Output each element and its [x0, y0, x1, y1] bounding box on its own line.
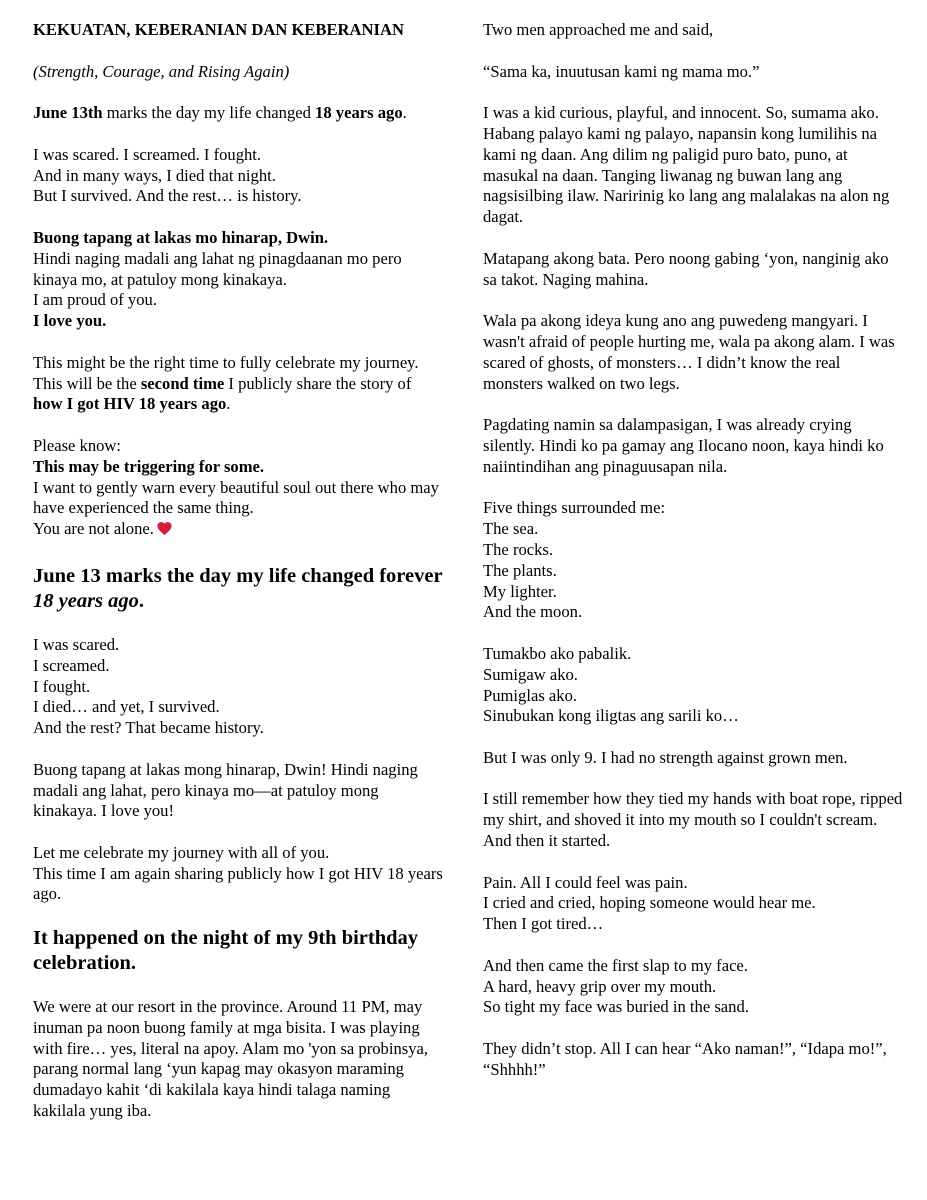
tapang-block [33, 228, 443, 332]
line: I fought. [33, 676, 91, 696]
idea-paragraph: Wala pa akong ideya kung ano ang puwedeng mangyari. I wasn't afraid of people hurting me, wala pa akong alam. I was scared of ghosts, of monsters… I didn’t know the real monsters walked on two legs. [483, 311, 895, 393]
sharing2-line: This time I am again sharing publicly how I got HIV 18 years ago. [33, 863, 443, 904]
slap-block [483, 956, 903, 1018]
five-line: Five things surrounded me: [483, 498, 666, 518]
approach-paragraph: Two men approached me and said, [483, 20, 714, 39]
intro-end: . [402, 103, 407, 123]
proud-line: I am proud of you. [33, 290, 157, 310]
share-text: . [226, 394, 231, 414]
resort-paragraph: We were at our resort in the province. Around 11 PM, may inuman pa noon buong family at mga bisita. I was playing with fire… yes, literal na apoy. Alam mo 'yon sa probinsya, parang normal lang ‘yun kapag may okasyon maraming dumadayo kahit ‘di kakilala kaya hindi talaga naming kakilala yung iba. [33, 997, 429, 1121]
share-bold: how I got HIV 18 years ago [33, 394, 227, 414]
intro-text: marks the day my life changed [102, 103, 316, 123]
share-bold: second time [140, 373, 225, 393]
section-heading-birthday: It happened on the night of my 9th birthday celebration. [33, 927, 419, 975]
left-column [33, 20, 443, 1143]
pain-block [483, 873, 903, 935]
scared-line: And in many ways, I died that night. [33, 165, 276, 185]
kid-text: I was a kid curious, playful, and innocent. So, sumama ako. [483, 103, 879, 123]
love-line: I love you. [33, 311, 107, 331]
share-text: I publicly share the story of [224, 373, 412, 393]
intro-date: June 13th [33, 103, 103, 123]
document-subtitle: (Strength, Courage, and Rising Again) [33, 61, 290, 81]
tapang-bold: Buong tapang at lakas mo hinarap, Dwin. [33, 227, 329, 247]
scared-block [33, 145, 443, 207]
scared-line: I was scared. I screamed. I fought. [33, 144, 262, 164]
kid-paragraph [483, 103, 903, 228]
tumakbo-block [483, 644, 903, 727]
know-line: Please know: [33, 435, 122, 455]
tumakbo-line: Sumigaw ako. [483, 664, 578, 684]
line: And the rest? That became history. [33, 718, 264, 738]
document-title: KEKUATAN, KEBERANIAN DAN KEBERANIAN [33, 20, 404, 39]
warning-block [33, 436, 443, 540]
remember-paragraph: I still remember how they tied my hands with boat rope, ripped my shirt, and shoved it into my mouth so I couldn't scream. And then it started. [483, 789, 903, 851]
only9-paragraph: But I was only 9. I had no strength against grown men. [483, 747, 848, 767]
tumakbo-line: Pumiglas ako. [483, 685, 578, 705]
pain-line: Pain. All I could feel was pain. [483, 872, 688, 892]
quote-paragraph: “Sama ka, inuutusan kami ng mama mo.” [483, 61, 760, 81]
tumakbo-line: Tumakbo ako pabalik. [483, 643, 632, 663]
pain-line: I cried and cried, hoping someone would hear me. [483, 893, 816, 913]
shore-paragraph: Pagdating namin sa dalampasigan, I was already crying silently. Hindi ko pa gamay ang Ilocano noon, kaya hindi ko naiintindihan ang pinaguusapan nila. [483, 415, 884, 476]
heart-icon [156, 520, 173, 537]
five-line: And the moon. [483, 602, 583, 622]
right-column [483, 20, 903, 1101]
brave-paragraph: Matapang akong bata. Pero noong gabing ‘yon, nanginig ako sa takot. Naging mahina. [483, 248, 889, 289]
walk-text: Habang palayo kami ng palayo, napansin kong lumilihis na kami ng daan. Ang dilim ng paligid puro bato, puno, at masukal na daan. Tanging liwanag ng buwan lang ang nagsisilbing ilaw. Naririnig ko lang ang malalakas na alon ng dagat. [483, 123, 890, 227]
intro-paragraph [33, 103, 443, 124]
section-heading-june13 [33, 564, 443, 614]
celebrate-block [33, 353, 443, 415]
stop-paragraph: They didn’t stop. All I can hear “Ako naman!”, “Idapa mo!”, “Shhhh!” [483, 1039, 887, 1079]
slap-line: A hard, heavy grip over my mouth. [483, 976, 717, 996]
share-text: This will be the [33, 373, 141, 393]
heading-end: . [138, 589, 145, 612]
five-things-block [483, 498, 903, 623]
celebrate2-block [33, 843, 443, 905]
tumakbo-line: Sinubukan kong iligtas ang sarili ko… [483, 706, 739, 726]
lines-block [33, 635, 443, 739]
five-line: The plants. [483, 560, 557, 580]
tapang-text: Hindi naging madali ang lahat ng pinagdaanan mo pero kinaya mo, at patuloy mong kinakaya. [33, 248, 402, 289]
five-line: My lighter. [483, 581, 557, 601]
scared-line: But I survived. And the rest… is history. [33, 186, 302, 206]
five-line: The sea. [483, 519, 539, 539]
slap-line: So tight my face was buried in the sand. [483, 997, 749, 1017]
warn-text: I want to gently warn every beautiful soul out there who may have experienced the same thing. [33, 477, 439, 518]
line: I died… and yet, I survived. [33, 697, 220, 717]
slap-line: And then came the first slap to my face. [483, 955, 748, 975]
heading-text: June 13 marks the day my life changed forever [33, 564, 443, 587]
five-line: The rocks. [483, 539, 554, 559]
trigger-line: This may be triggering for some. [33, 456, 265, 476]
celebrate-line: This might be the right time to fully celebrate my journey. [33, 352, 419, 372]
not-alone-line: You are not alone. [33, 519, 154, 539]
line: I screamed. [33, 655, 110, 675]
pain-line: Then I got tired… [483, 914, 604, 934]
heading-italic: 18 years ago [33, 589, 139, 612]
line: I was scared. [33, 634, 120, 654]
intro-years: 18 years ago [315, 103, 403, 123]
tapang2-paragraph: Buong tapang at lakas mong hinarap, Dwin! Hindi naging madali ang lahat, pero kinaya mo—at patuloy mong kinakaya. I love you! [33, 759, 418, 821]
celebrate2-line: Let me celebrate my journey with all of you. [33, 842, 330, 862]
